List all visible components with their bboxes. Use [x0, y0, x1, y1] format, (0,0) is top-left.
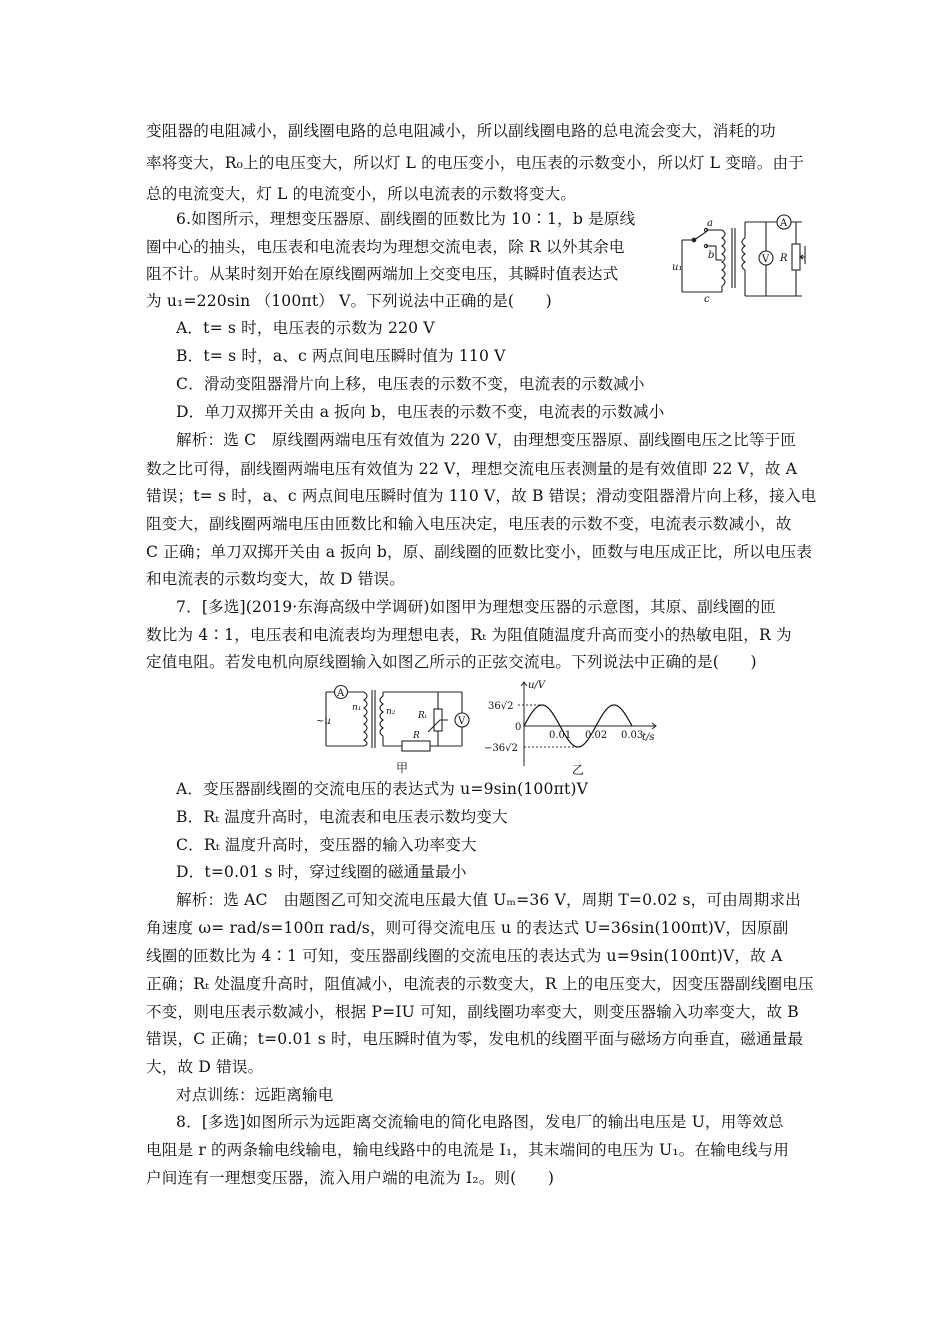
resistor-r	[402, 741, 430, 751]
x-axis-label: t/s	[642, 732, 655, 743]
question-6-stem: 6.如图所示，理想变压器原、副线圈的匝数比为 10∶1，b 是原线	[176, 210, 636, 228]
text-line: 大，故 D 错误。	[146, 1058, 264, 1076]
option-b: B．t= s 时，a、c 两点间电压瞬时值为 110 V	[176, 347, 506, 365]
ammeter-label: A	[337, 688, 345, 699]
text-line: 圈中心的抽头，电压表和电流表均为理想交流电表，除 R 以外其余电	[146, 238, 625, 256]
text-line: 数比为 4∶1，电压表和电流表均为理想电表，Rₜ 为阻值随温度升高而变小的热敏电阻，R 为	[146, 626, 792, 644]
x-tick-label: 0.02	[585, 730, 608, 741]
option-d: D．t=0.01 s 时，穿过线圈的磁通量最小	[176, 863, 467, 881]
transformer-circuit-figure-q6	[672, 208, 810, 302]
sine-wave-chart	[482, 676, 666, 776]
question-8-stem: 8．[多选]如图所示为远距离交流输电的简化电路图，发电厂的输出电压是 U，用等效总	[176, 1113, 784, 1131]
text-line: C 正确；单刀双掷开关由 a 扳向 b，原、副线圈的匝数比变小，匝数与电压成正比，所以电压表	[146, 543, 813, 561]
secondary-coil	[742, 238, 745, 270]
slider-arrow	[800, 255, 805, 259]
text-line: 正确；Rₜ 处温度升高时，阻值减小，电流表的示数变大，R 上的电压变大，因变压器副线圈电压	[146, 975, 814, 993]
solution-6: 解析：选 C 原线圈两端电压有效值为 220 V，由理想变压器原、副线圈电压之比等于匝	[176, 431, 797, 449]
label-a: a	[707, 218, 713, 229]
text-line: 错误；t= s 时，a、c 两点间电压瞬时值为 110 V，故 B 错误；滑动变阻器滑片向上移，接入电	[146, 487, 817, 505]
text-line: 为 u₁=220sin （100πt） V。下列说法中正确的是( )	[146, 292, 552, 310]
text-line: 不变，则电压表示数减小，根据 P=IU 可知，副线圈功率变大，则变压器输入功率变大，故 B	[146, 1003, 799, 1021]
option-c: C．Rₜ 温度升高时，变压器的输入功率变大	[176, 836, 477, 854]
text-line: 阻不计。从某时刻开始在原线圈两端加上交变电压，其瞬时值表达式	[146, 265, 619, 283]
text-line: 总的电流变大，灯 L 的电流变小，所以电流表的示数将变大。	[146, 185, 577, 203]
question-7-stem: 7．[多选](2019·东海高级中学调研)如图甲为理想变压器的示意图，其原、副线圈的匝	[176, 598, 776, 616]
label-n1: n₁	[352, 703, 362, 713]
text-line: 线圈的匝数比为 4∶1 可知，变压器副线圈的交流电压的表达式为 u=9sin(100πt)V，故 A	[146, 947, 783, 965]
option-a: A．变压器副线圈的交流电压的表达式为 u=9sin(100πt)V	[176, 780, 589, 798]
origin-label: 0	[515, 722, 522, 733]
solution-7: 解析：选 AC 由题图乙可知交流电压最大值 Uₘ=36 V，周期 T=0.02 s，可由周期求出	[176, 891, 801, 909]
text-line: 率将变大，R₀上的电压变大，所以灯 L 的电压变小，电压表的示数变小，所以灯 L 变暗。由于	[146, 154, 804, 172]
voltmeter-label: V	[458, 716, 466, 727]
label-r: R	[780, 253, 788, 264]
option-b: B．Rₜ 温度升高时，电流表和电压表示数均变大	[176, 808, 508, 826]
voltmeter-label: V	[762, 254, 770, 265]
label-r: R	[413, 731, 420, 741]
text-line: 和电流表的示数均变大，故 D 错误。	[146, 570, 406, 588]
text-line: 数之比可得，副线圈两端电压有效值为 22 V，理想交流电压表测量的是有效值即 22 V，故 A	[146, 460, 798, 478]
label-n2: n₂	[386, 707, 396, 717]
secondary-coil	[380, 696, 383, 736]
label-rt: Rₜ	[418, 711, 427, 721]
section-heading: 对点训练：远距离输电	[176, 1086, 334, 1104]
text-line: 定值电阻。若发电机向原线圈输入如图乙所示的正弦交流电。下列说法中正确的是( )	[146, 653, 757, 671]
switch-pivot	[692, 238, 696, 242]
text-line: 错误，C 正确；t=0.01 s 时，电压瞬时值为零，发电机的线圈平面与磁场方向垂直，磁通量最	[146, 1030, 804, 1048]
figure-caption-jia: 甲	[396, 761, 409, 775]
label-u1: u₁	[672, 262, 683, 273]
figure-caption-yi: 乙	[572, 763, 585, 776]
text-line: 电阻是 r 的两条输电线输电，输电线路中的电流是 I₁，其末端间的电压为 U₁。在输电线与用	[146, 1141, 789, 1159]
primary-coil	[722, 230, 725, 286]
x-tick-label: 0.01	[549, 730, 572, 741]
x-tick-label: 0.03	[621, 730, 644, 741]
transformer-circuit-figure-q7	[314, 684, 486, 776]
text-line: 户间连有一理想变压器，流入用户端的电流为 I₂。则( )	[146, 1169, 555, 1187]
y-axis-label: u/V	[528, 680, 546, 691]
option-c: C．滑动变阻器滑片向上移，电压表的示数不变，电流表的示数减小	[176, 375, 645, 393]
option-d: D．单刀双掷开关由 a 扳向 b，电压表的示数不变，电流表的示数减小	[176, 403, 665, 421]
text-line: 角速度 ω= rad/s=100π rad/s，则可得交流电压 u 的表达式 U=36sin(100πt)V，因原副	[146, 919, 789, 937]
ymin-tick-label: −36√2	[484, 743, 518, 754]
text-line: 变阻器的电阻减小，副线圈电路的总电阻减小，所以副线圈电路的总电流会变大，消耗的功	[146, 122, 776, 140]
option-a: A．t= s 时，电压表的示数为 220 V	[176, 319, 435, 337]
text-line: 阻变大，副线圈两端电压由匝数比和输入电压决定，电压表的示数不变，电流表示数减小，故	[146, 515, 792, 533]
label-b: b	[708, 250, 715, 261]
primary-coil	[364, 692, 367, 746]
label-c: c	[704, 294, 710, 302]
ymax-tick-label: 36√2	[488, 701, 514, 712]
label-u: ~u	[316, 716, 331, 727]
ammeter-label: A	[780, 218, 788, 229]
rheostat	[792, 244, 800, 270]
